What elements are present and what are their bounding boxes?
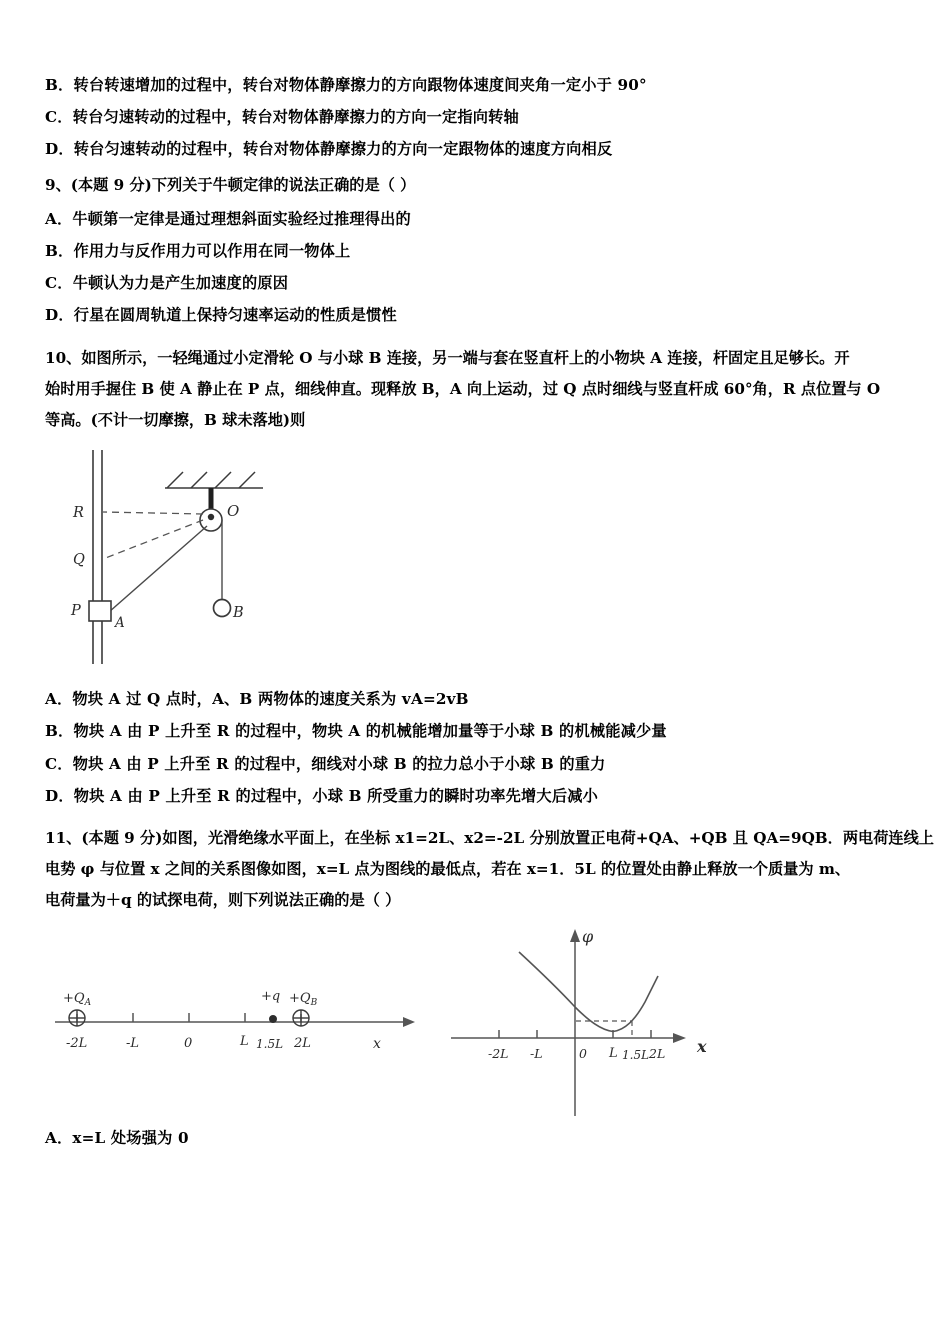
ball-b-icon [214, 600, 231, 617]
question-10-stem [45, 343, 910, 436]
vertical-rod-icon [93, 450, 102, 664]
option-text: 牛顿第一定律是通过理想斜面实验经过推理得出的 [72, 209, 411, 228]
label-A: A [115, 615, 125, 632]
ticklabel-L: L [240, 1034, 249, 1050]
question-10-stem-line-2: 始时用手握住 B 使 A 静止在 P 点，细线伸直。现释放 B，A 向上运动，过 Q 点时细线与竖直杆成 60°角，R 点位置与 O [45, 379, 881, 398]
question-number: 9、 [45, 175, 71, 194]
option-row [45, 244, 910, 259]
ticklabel-L: L [609, 1046, 618, 1062]
option-row [45, 692, 910, 707]
option-text: 转台匀速转动的过程中，转台对物体静摩擦力的方向一定指向转轴 [72, 108, 519, 127]
label-B: B [233, 605, 244, 622]
x-axis-arrow-icon [673, 1033, 686, 1043]
question-number: 10、 [45, 348, 82, 367]
option-row [45, 786, 910, 805]
option-label: C． [45, 754, 73, 773]
axis-label-x: x [697, 1037, 707, 1057]
ticklabel-2L: 2L [649, 1046, 666, 1062]
figure-pulley-rod [67, 442, 347, 678]
option-text: 物块 A 由 P 上升至 R 的过程中，小球 B 所受重力的瞬时功率先增大后减小 [73, 786, 598, 805]
question-11-stem-line-1 [45, 823, 934, 854]
question-11-stem [45, 823, 934, 916]
dashed-line-or [103, 512, 203, 514]
option-row [45, 1131, 910, 1146]
option-label: A． [45, 690, 73, 709]
test-charge-q-icon [269, 1015, 277, 1023]
option-label: B． [45, 722, 74, 741]
option-label: C． [45, 108, 73, 127]
option-text: 物块 A 过 Q 点时，A、B 两物体的速度关系为 vA=2vB [72, 690, 469, 709]
ceiling-hatch-icon [165, 472, 263, 488]
option-row [45, 110, 910, 125]
option-row [45, 142, 910, 157]
potential-curve [519, 952, 658, 1032]
label-plus-QA: $+Q_A$ [63, 991, 92, 1009]
option-label: D． [45, 140, 74, 159]
label-plus-q: +q [261, 989, 281, 1005]
option-text: x=L 处场强为 0 [72, 1129, 189, 1148]
option-label: C． [45, 274, 73, 293]
label-O: O [227, 502, 240, 521]
dashed-line-oq [103, 520, 203, 559]
question-10-stem-line-3: 等高。(不计一切摩擦，B 球未落地)则 [45, 410, 306, 429]
option-row [45, 308, 910, 323]
axis-label-phi: φ [582, 927, 594, 947]
axis-arrow-icon [403, 1017, 415, 1027]
option-text: 物块 A 由 P 上升至 R 的过程中，细线对小球 B 的拉力总小于小球 B 的重力 [72, 754, 606, 773]
y-axis-arrow-icon [570, 929, 580, 942]
option-row [45, 209, 910, 228]
question-11-stem-line-2: 电势 φ 与位置 x 之间的关系图像如图，x=L 点为图线的最低点，若在 x=1．5L 的位置处由静止释放一个质量为 m、 [45, 860, 851, 879]
figure-charge-number-line [55, 974, 425, 1094]
rope-segment-pa [109, 526, 207, 612]
question-score-tag: (本题 9 分) [81, 828, 163, 847]
question-stem-text: 下列关于牛顿定律的说法正确的是（ ） [151, 175, 416, 194]
page-content [45, 76, 934, 1148]
option-row [45, 78, 910, 93]
question-number: 11、 [45, 828, 82, 847]
block-a-icon [89, 601, 111, 621]
option-row [45, 724, 910, 739]
pulley-axle-icon [208, 514, 214, 520]
ticklabel-2L: 2L [294, 1036, 311, 1052]
option-label: A． [45, 1129, 73, 1148]
ticklabel-1.5L: 1.5L [622, 1048, 650, 1063]
option-label: D． [45, 786, 74, 805]
figure-potential-curve [445, 916, 765, 1131]
option-row [45, 276, 910, 291]
label-R: R [73, 505, 84, 522]
ticklabel--2L: -2L [488, 1046, 509, 1062]
option-text: 转台转速增加的过程中，转台对物体静摩擦力的方向跟物体速度间夹角一定小于 90° [73, 76, 647, 94]
option-label: B． [45, 242, 74, 261]
axis-label-x: x [373, 1036, 381, 1053]
charge-qb-icon [293, 1010, 309, 1026]
label-P: P [71, 603, 81, 620]
label-plus-QB: $+Q_B$ [289, 991, 318, 1009]
option-label: D． [45, 306, 74, 325]
ticklabel-0: 0 [184, 1036, 193, 1052]
option-text: 行星在圆周轨道上保持匀速率运动的性质是惯性 [73, 306, 397, 325]
ticklabel--L: -L [530, 1046, 543, 1062]
option-text: 作用力与反作用力可以作用在同一物体上 [73, 242, 351, 261]
label-Q: Q [73, 552, 85, 569]
option-label: A． [45, 209, 73, 228]
question-score-tag: (本题 9 分) [70, 175, 152, 194]
charge-qa-icon [69, 1010, 85, 1026]
ticklabel-0: 0 [579, 1046, 587, 1062]
question-stem-text: 如图所示，一轻绳通过小定滑轮 O 与小球 B 连接，另一端与套在竖直杆上的小物块 A 连接，杆固定且足够长。开 [81, 348, 850, 367]
question-11-stem-line-3: 电荷量为＋q 的试探电荷，则下列说法正确的是（ ） [45, 891, 401, 910]
figure-row-q11 [45, 916, 910, 1131]
question-stem-text: 如图，光滑绝缘水平面上，在坐标 x1=2L、x2=-2L 分别放置正电荷+QA、+QB 且 QA=9QB．两电荷连线上 [162, 828, 934, 847]
question-10-stem-line-1 [45, 343, 910, 374]
ticklabel-1.5L: 1.5L [256, 1037, 284, 1052]
ticklabel--2L: -2L [66, 1036, 88, 1052]
option-row [45, 754, 910, 773]
option-label: B． [45, 76, 74, 94]
question-9-stem [45, 175, 910, 194]
option-text: 牛顿认为力是产生加速度的原因 [72, 274, 289, 293]
option-text: 转台匀速转动的过程中，转台对物体静摩擦力的方向一定跟物体的速度方向相反 [73, 140, 613, 159]
option-text: 物块 A 由 P 上升至 R 的过程中，物块 A 的机械能增加量等于小球 B 的机械能减少量 [73, 722, 667, 741]
ticklabel--L: -L [126, 1036, 140, 1052]
